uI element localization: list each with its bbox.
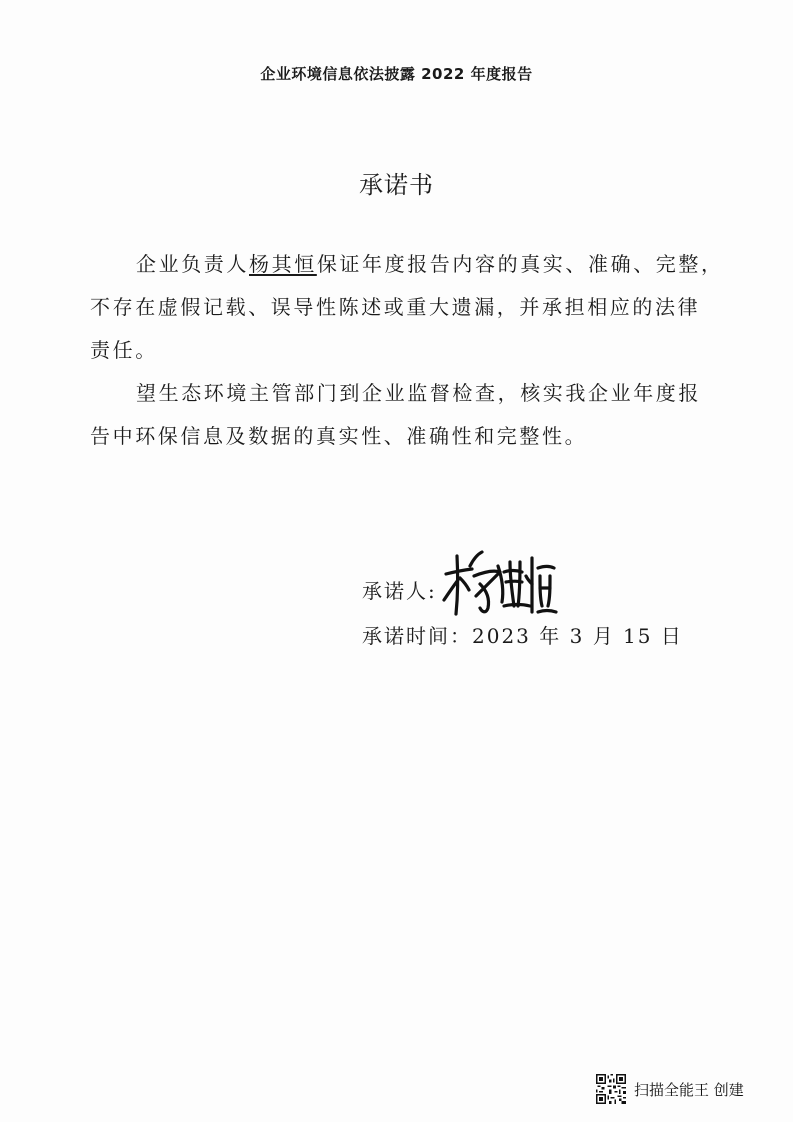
signer-row bbox=[362, 575, 437, 604]
paragraph-1-line-3: 责任。 bbox=[90, 338, 158, 362]
paragraph-2 bbox=[90, 372, 701, 458]
paragraph-1-line-2: 不存在虚假记载、误导性陈述或重大遗漏，并承担相应的法律 bbox=[90, 295, 701, 319]
paragraph-1-line-1 bbox=[90, 243, 724, 286]
paragraph-1 bbox=[90, 243, 724, 372]
date-label: 承诺时间： bbox=[362, 624, 472, 648]
paragraph-2-line-2: 告中环保信息及数据的真实性、准确性和完整性。 bbox=[90, 424, 588, 448]
paragraph-2-line-1-text: 望生态环境主管部门到企业监督检查，核实我企业年度报 bbox=[136, 381, 701, 405]
line-prefix: 企业负责人 bbox=[136, 252, 249, 276]
signer-label: 承诺人: bbox=[362, 579, 437, 603]
responsible-person-name: 杨其恒 bbox=[249, 252, 317, 276]
report-header: 企业环境信息依法披露 2022 年度报告 bbox=[260, 65, 533, 83]
commitment-date: 2023 年 3 月 15 日 bbox=[472, 624, 683, 648]
line-suffix: 保证年度报告内容的真实、准确、完整， bbox=[316, 252, 724, 276]
scanner-watermark bbox=[596, 1073, 744, 1105]
handwritten-signature bbox=[440, 548, 560, 620]
commitment-body bbox=[90, 243, 724, 458]
watermark-text: 扫描全能王 创建 bbox=[634, 1080, 744, 1099]
qr-code-icon bbox=[596, 1074, 626, 1104]
page-title: 承诺书 bbox=[359, 171, 434, 199]
paragraph-2-line-1 bbox=[90, 372, 701, 415]
date-row bbox=[362, 620, 683, 649]
